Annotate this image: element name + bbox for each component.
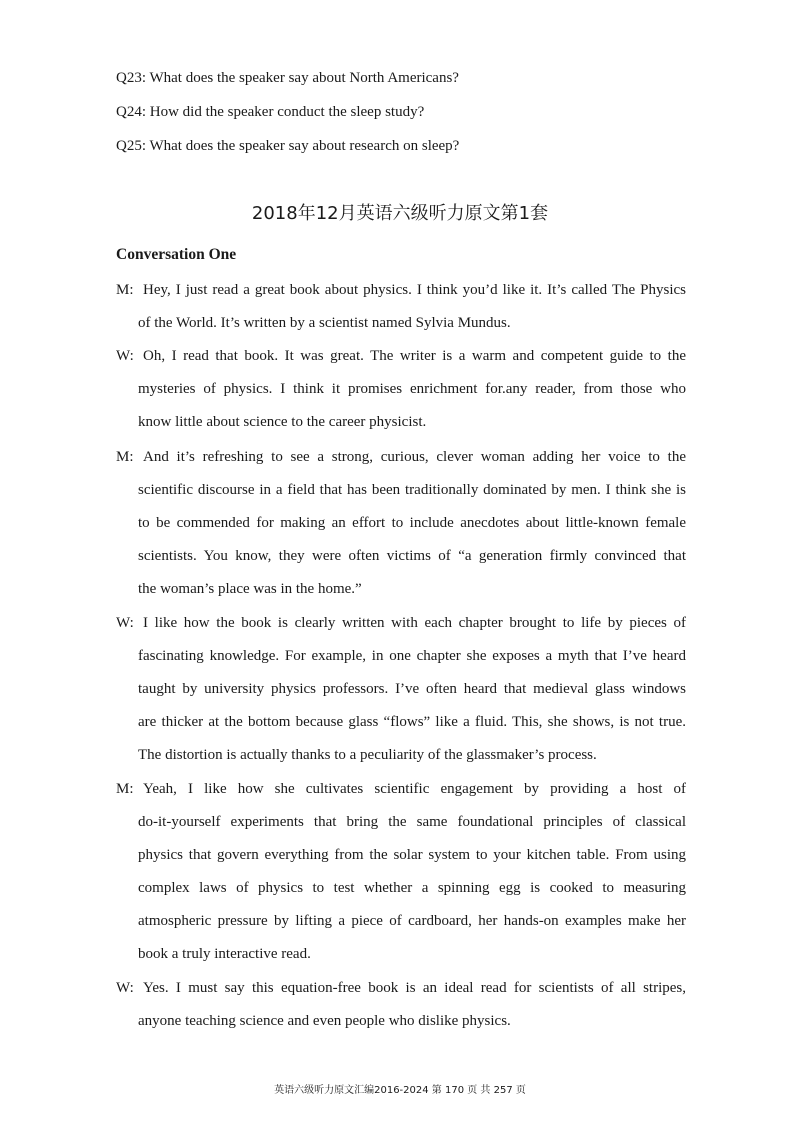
dialogue-line: taught by university physics professors. I’ve often heard that medieval glass windows [138,681,686,697]
question-q25: Q25: What does the speaker say about research on sleep? [116,138,460,154]
dialogue-line: Yes. I must say this equation-free book is an ideal read for scientists of all stripes, [143,980,686,996]
dialogue-turn [116,340,686,439]
dialogue-line: And it’s refreshing to see a strong, curious, clever woman adding her voice to the [143,449,686,465]
dialogue-line: complex laws of physics to test whether a spinning egg is cooked to measuring [138,880,686,896]
dialogue-line: Yeah, I like how she cultivates scientific engagement by providing a host of [143,781,686,797]
speaker-label: M: [116,781,134,797]
dialogue-line: to be commended for making an effort to include anecdotes about little-known female [138,515,686,531]
dialogue-line: are thicker at the bottom because glass “flows” like a fluid. This, she shows, is not true. [138,714,686,730]
speaker-label: M: [116,449,134,465]
dialogue-line: physics that govern everything from the solar system to your kitchen table. From using [138,847,686,863]
page-footer: 英语六级听力原文汇编2016-2024 第 170 页 共 257 页 [274,1085,526,1096]
dialogue-line: of the World. It’s written by a scientist named Sylvia Mundus. [138,315,511,331]
speaker-label: W: [116,348,134,364]
speaker-label: M: [116,282,134,298]
dialogue-line: Oh, I read that book. It was great. The writer is a warm and competent guide to the [143,348,686,364]
question-q24: Q24: How did the speaker conduct the sleep study? [116,104,425,120]
dialogue-line: fascinating knowledge. For example, in one chapter she exposes a myth that I’ve heard [138,648,686,664]
speaker-label: W: [116,615,134,631]
dialogue-turn [116,274,686,340]
dialogue-line: book a truly interactive read. [138,946,311,962]
dialogue-line: scientists. You know, they were often victims of “a generation firmly convinced that [138,548,686,564]
dialogue-line: The distortion is actually thanks to a peculiarity of the glassmaker’s process. [138,747,597,763]
conversation-heading: Conversation One [116,246,237,263]
dialogue-line: Hey, I just read a great book about physics. I think you’d like it. It’s called The Physics [143,282,686,298]
section-title: 2018年12月英语六级听力原文第1套 [251,203,549,224]
dialogue-turn [116,607,686,772]
dialogue-line: mysteries of physics. I think it promises enrichment for.any reader, from those who [138,381,686,397]
question-q23: Q23: What does the speaker say about North Americans? [116,70,459,86]
dialogue-line: atmospheric pressure by lifting a piece of cardboard, her hands-on examples make her [138,913,686,929]
dialogue-line: know little about science to the career physicist. [138,414,427,430]
dialogue-line: anyone teaching science and even people who dislike physics. [138,1013,511,1029]
dialogue-turn [116,773,686,971]
dialogue-line: do-it-yourself experiments that bring the same foundational principles of classical [138,814,686,830]
dialogue-line: the woman’s place was in the home.” [138,581,362,597]
dialogue-turn [116,441,686,606]
speaker-label: W: [116,980,134,996]
dialogue-line: I like how the book is clearly written with each chapter brought to life by pieces of [143,615,686,631]
dialogue-line: scientific discourse in a field that has been traditionally dominated by men. I think she is [138,482,686,498]
dialogue-turn [116,972,686,1038]
